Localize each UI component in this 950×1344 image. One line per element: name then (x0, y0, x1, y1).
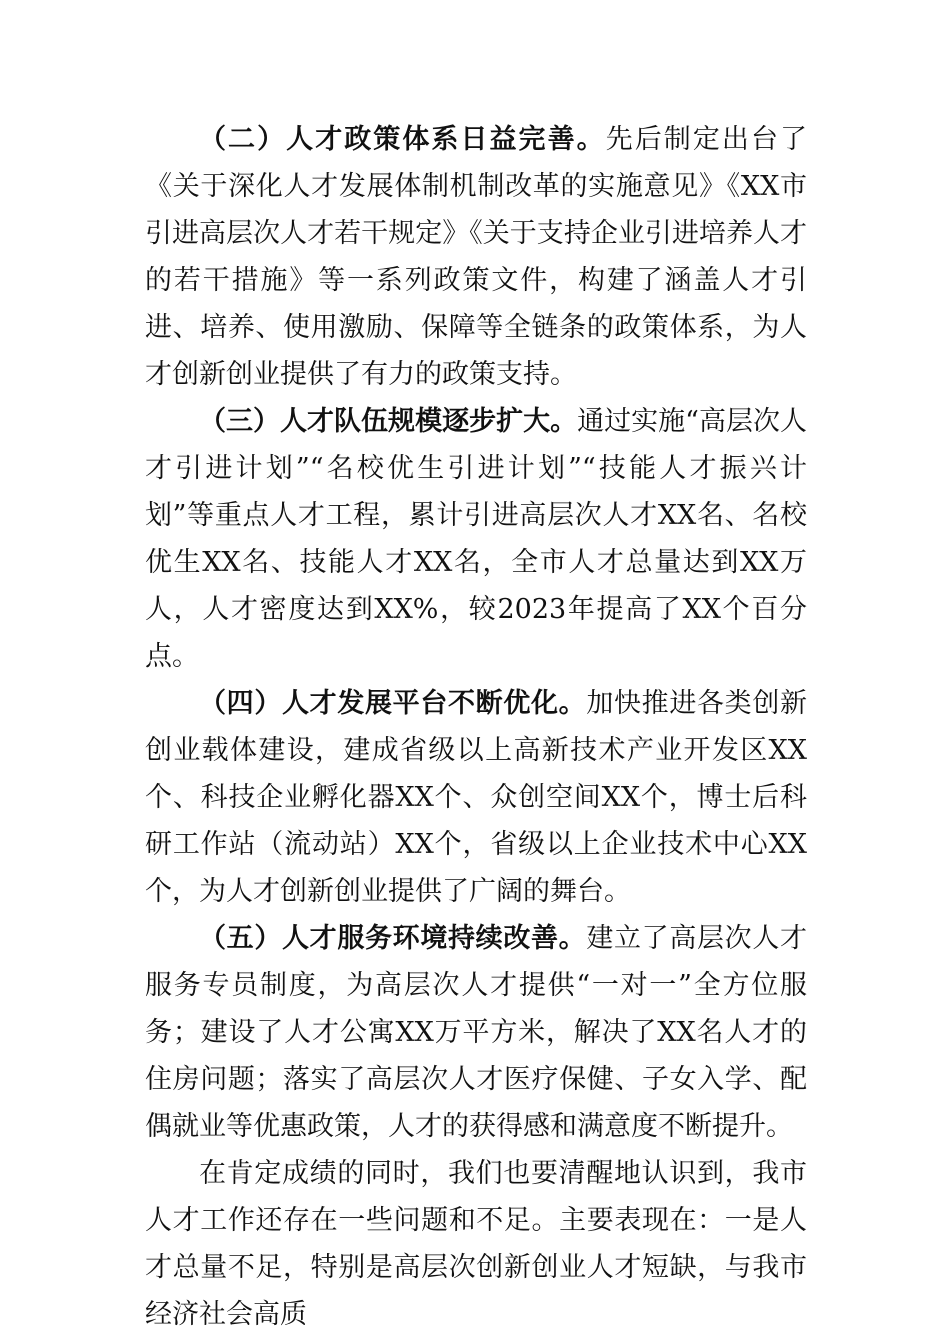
paragraph-text: 在肯定成绩的同时，我们也要清醒地认识到，我市人才工作还存在一些问题和不足。主要表现在：一是人才总量不足，特别是高层次创新创业人才短缺，与我市经济社会高质 (145, 1158, 807, 1330)
paragraph-development-platform (145, 680, 807, 915)
paragraph-heading: （四）人才发展平台不断优化。 (199, 688, 587, 719)
document-body (145, 116, 807, 1338)
paragraph-problems (145, 1150, 807, 1338)
paragraph-talent-team (145, 398, 807, 680)
paragraph-text: 建立了高层次人才服务专员制度，为高层次人才提供“一对一”全方位服务；建设了人才公寓XX万平方米，解决了XX名人才的住房问题；落实了高层次人才医疗保健、子女入学、配偶就业等优惠政策，人才的获得感和满意度不断提升。 (145, 923, 808, 1142)
paragraph-heading: （二）人才政策体系日益完善。 (199, 124, 606, 155)
paragraph-heading: （五）人才服务环境持续改善。 (199, 923, 587, 954)
paragraph-text: 先后制定出台了《关于深化人才发展体制机制改革的实施意见》《XX市引进高层次人才若干规定》《关于支持企业引进培养人才的若干措施》等一系列政策文件，构建了涵盖人才引进、培养、使用激励、保障等全链条的政策体系，为人才创新创业提供了有力的政策支持。 (145, 124, 808, 390)
paragraph-text: 通过实施“高层次人才引进计划”“名校优生引进计划”“技能人才振兴计划”等重点人才工程，累计引进高层次人才XX名、名校优生XX名、技能人才XX名，全市人才总量达到XX万人，人才密度达到XX%，较2023年提高了XX个百分点。 (145, 406, 807, 672)
paragraph-service-environment (145, 915, 807, 1150)
paragraph-text: 加快推进各类创新创业载体建设，建成省级以上高新技术产业开发区XX个、科技企业孵化器XX个、众创空间XX个，博士后科研工作站（流动站）XX个，省级以上企业技术中心XX个，为人才创新创业提供了广阔的舞台。 (145, 688, 808, 907)
paragraph-policy-system (145, 116, 807, 398)
paragraph-heading: （三）人才队伍规模逐步扩大。 (199, 406, 578, 437)
